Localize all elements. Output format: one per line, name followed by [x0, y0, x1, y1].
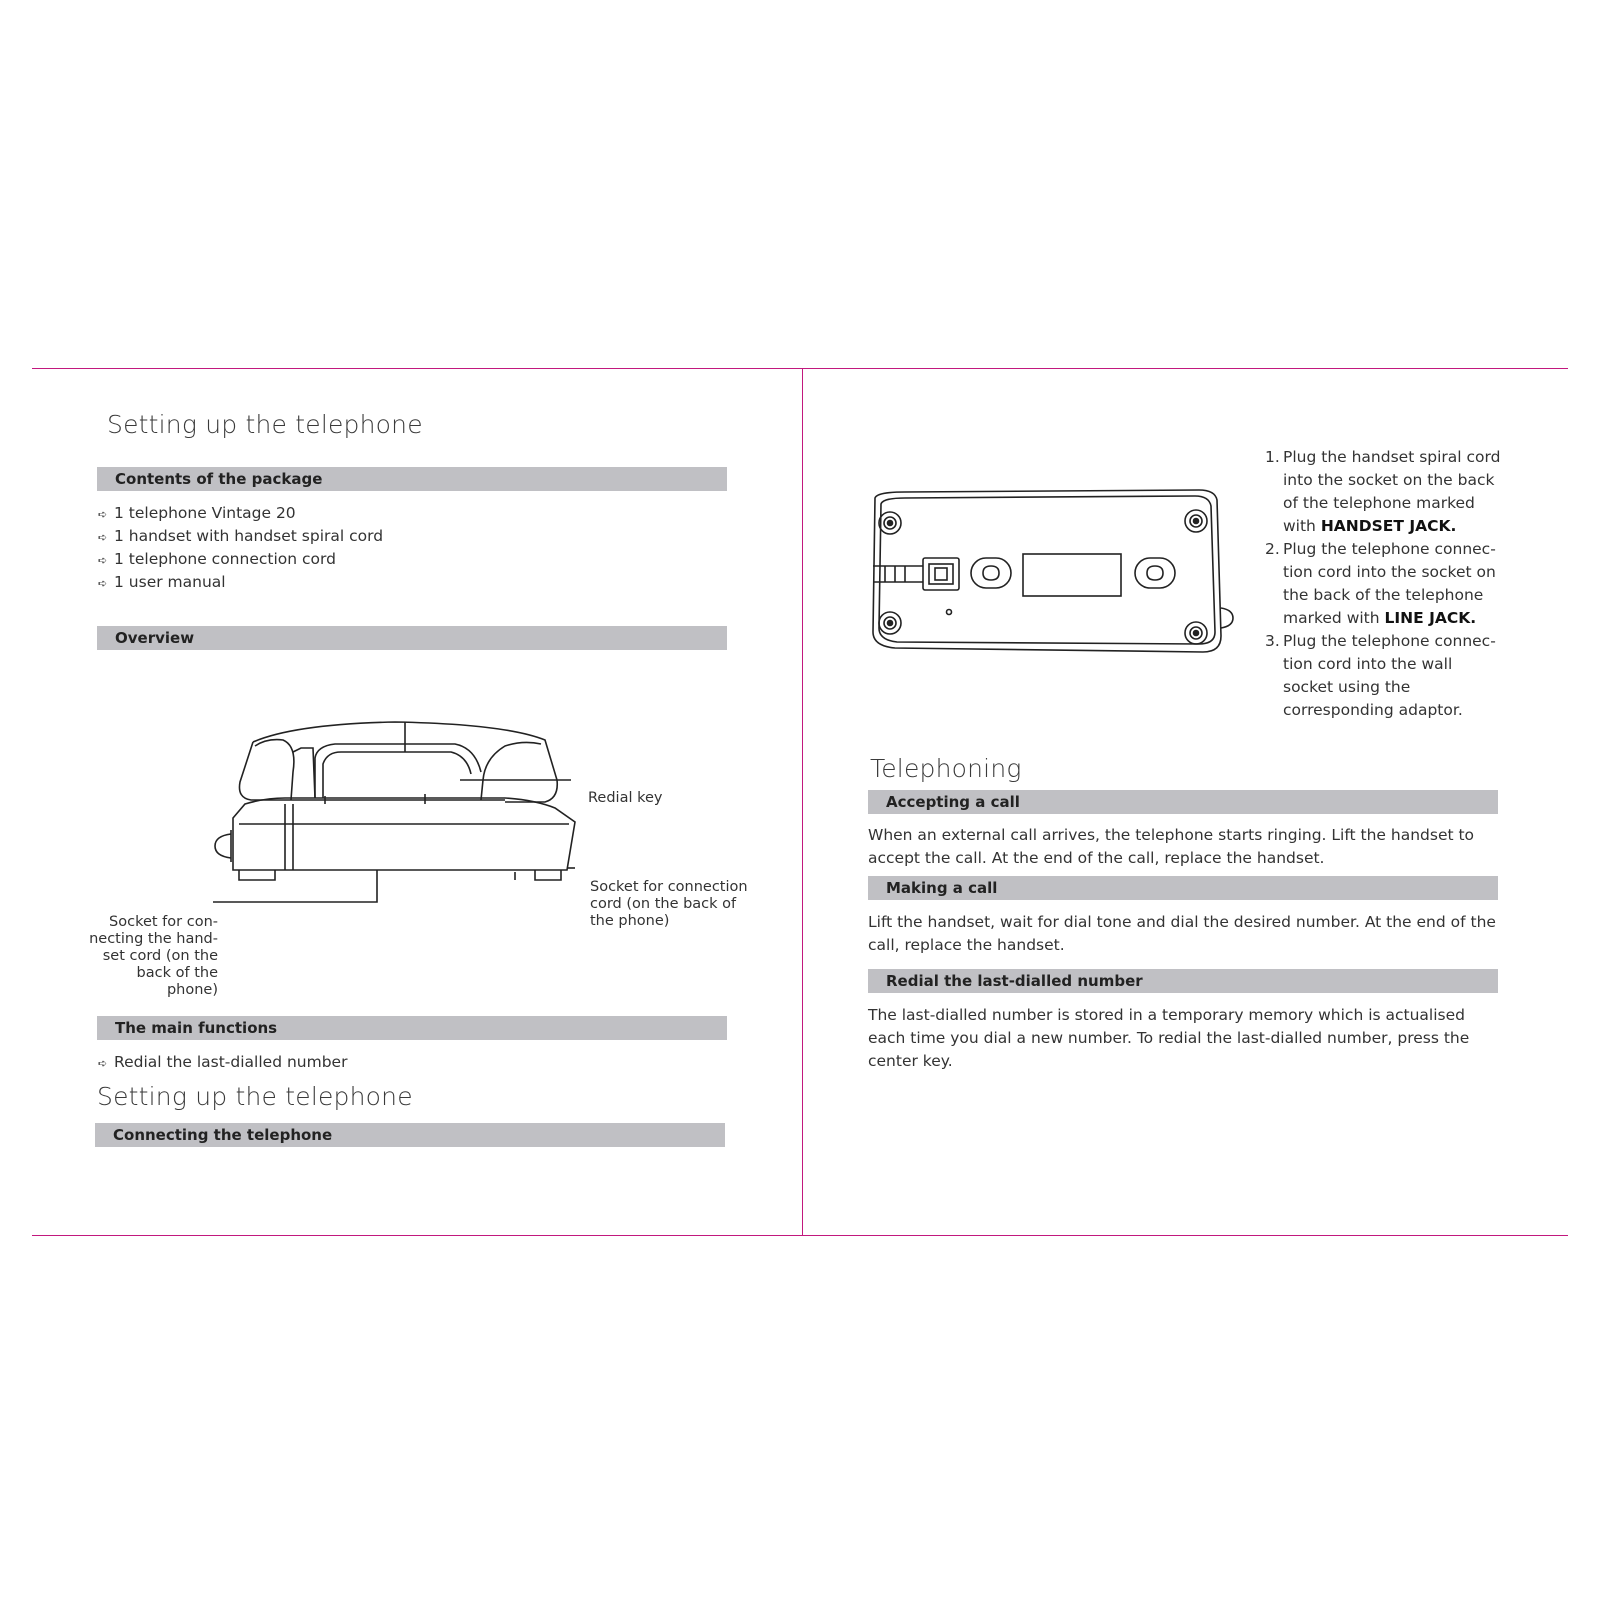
main-functions-list — [98, 1051, 347, 1074]
arrow-bullet-icon: ➪ — [98, 508, 108, 521]
section-heading-redial: Redial the last-dialled number — [868, 969, 1498, 993]
list-item: ➪ 1 telephone Vintage 20 — [98, 502, 383, 525]
list-item: 1. Plug the handset spiral cord into the socket on the back of the telephone marked with HANDSET JACK. — [1265, 448, 1501, 535]
phone-bottom-view-illustration — [865, 486, 1245, 666]
list-item: 3. Plug the telephone connec-tion cord into the wall socket using the corresponding adaptor. — [1265, 632, 1496, 719]
section-heading-connecting: Connecting the telephone — [95, 1123, 725, 1147]
arrow-bullet-icon: ➪ — [98, 1057, 108, 1070]
redial-text: The last-dialled number is stored in a temporary memory which is actualised each time you dial a new number. To redial the last-dialled number, press the center key. — [868, 1006, 1470, 1070]
section-heading-accepting: Accepting a call — [868, 790, 1498, 814]
section-heading-contents: Contents of the package — [97, 467, 727, 491]
callout-socket-handset-cord: Socket for con- necting the hand- set cord (on the back of the phone) — [89, 914, 218, 998]
bottom-rule — [32, 1235, 1568, 1236]
list-item: ➪ 1 telephone connection cord — [98, 548, 383, 571]
top-rule — [32, 368, 1568, 369]
page-title-2: Setting up the telephone — [97, 1082, 413, 1111]
connection-steps — [1265, 446, 1505, 722]
list-item: ➪ Redial the last-dialled number — [98, 1051, 347, 1074]
making-text: Lift the handset, wait for dial tone and dial the desired number. At the end of the call, replace the handset. — [868, 913, 1496, 954]
section-heading-overview: Overview — [97, 626, 727, 650]
contents-list — [98, 502, 383, 594]
arrow-bullet-icon: ➪ — [98, 531, 108, 544]
telephoning-title: Telephoning — [870, 754, 1022, 783]
page-divider — [802, 368, 803, 1236]
list-item: ➪ 1 user manual — [98, 571, 383, 594]
section-heading-making: Making a call — [868, 876, 1498, 900]
callout-redial-key: Redial key — [588, 790, 663, 806]
accepting-text: When an external call arrives, the telephone starts ringing. Lift the handset to accept the call. At the end of the call, replace the handset. — [868, 826, 1475, 867]
list-item: ➪ 1 handset with handset spiral cord — [98, 525, 383, 548]
page-title: Setting up the telephone — [107, 410, 423, 439]
arrow-bullet-icon: ➪ — [98, 577, 108, 590]
arrow-bullet-icon: ➪ — [98, 554, 108, 567]
section-heading-main-functions: The main functions — [97, 1016, 727, 1040]
list-item: 2. Plug the telephone connec-tion cord into the socket on the back of the telephone marked with LINE JACK. — [1265, 540, 1496, 627]
phone-side-view-illustration — [205, 712, 625, 922]
callout-socket-connection-cord: Socket for connection cord (on the back of the phone) — [590, 879, 748, 929]
